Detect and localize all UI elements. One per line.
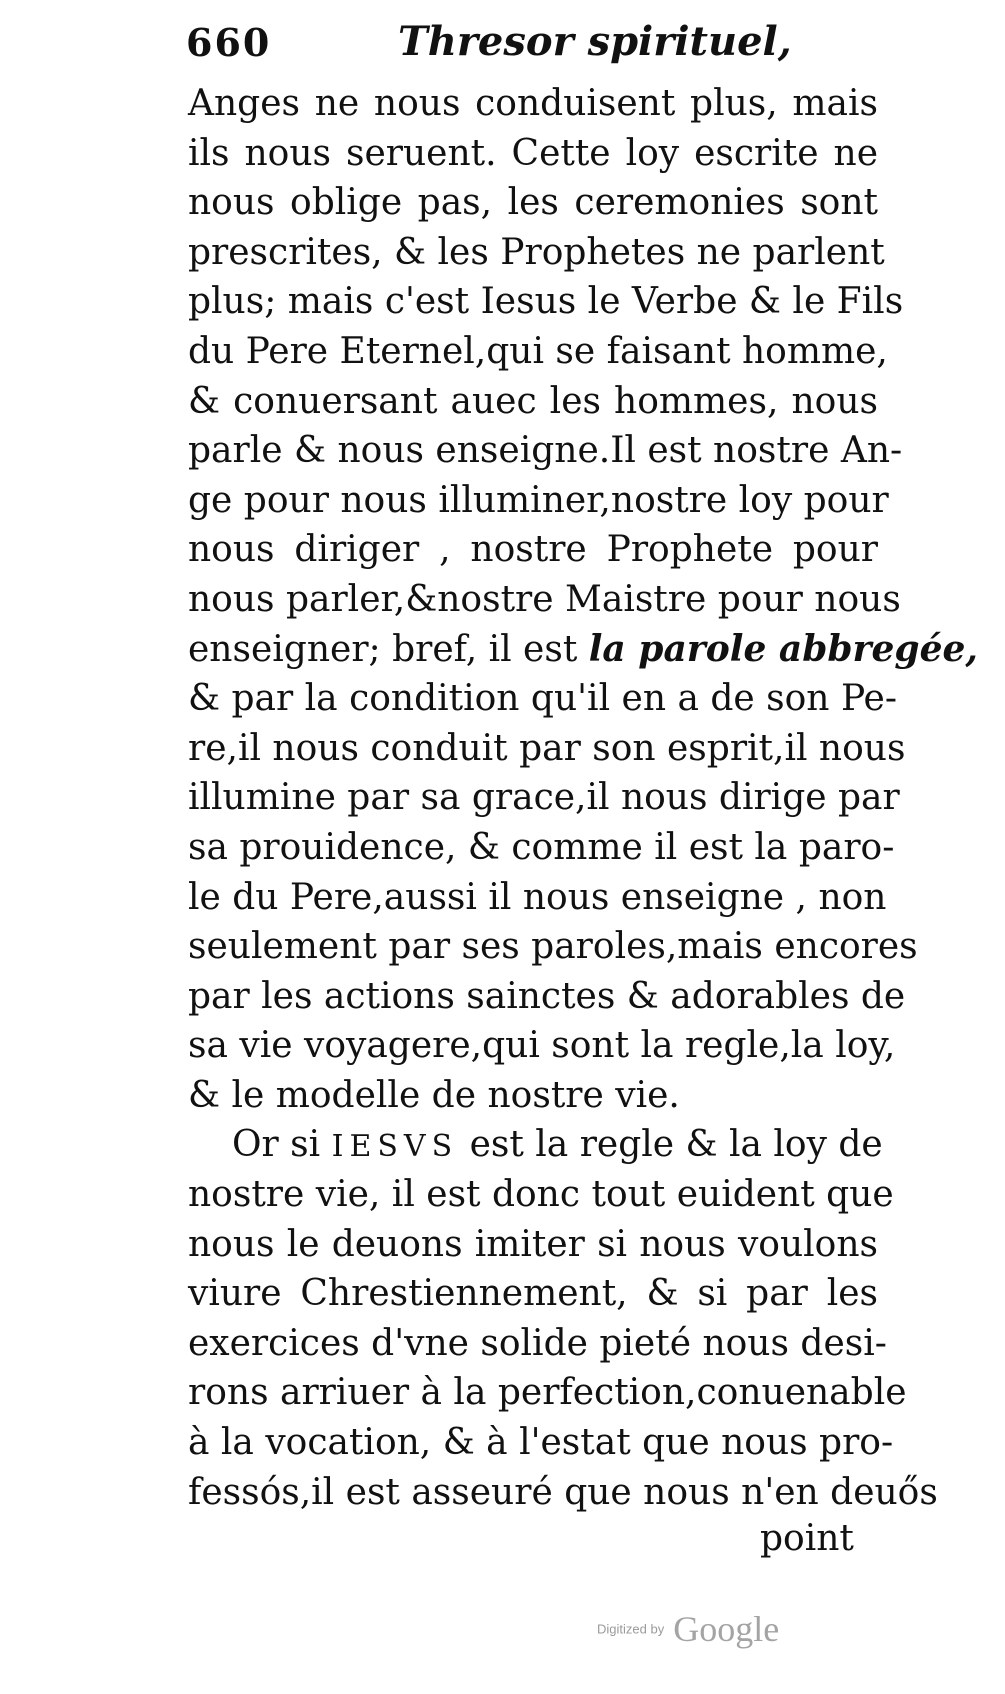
digitized-watermark — [597, 1608, 779, 1650]
text-line: & le modelle de nostre vie. — [188, 1074, 680, 1116]
body-text — [188, 79, 978, 1517]
text-line: viure Chrestiennement, & si par les — [188, 1273, 878, 1315]
text-line: sa prouidence, & comme il est la paro- — [188, 826, 895, 868]
text-line: nous le deuons imiter si nous voulons — [188, 1223, 878, 1265]
catchword: point — [760, 1518, 854, 1559]
page-header — [186, 18, 906, 76]
text-line: nous diriger , nostre Prophete pour — [188, 529, 878, 571]
text-segment: enseigner; bref, il est — [188, 628, 589, 670]
text-line: illumine par sa grace,il nous dirige par — [188, 777, 900, 819]
text-line: à la vocation, & à l'estat que nous pro- — [188, 1422, 894, 1464]
text-segment: est la regle & la loy de — [458, 1124, 883, 1166]
italic-phrase: la parole abbregée, — [588, 627, 978, 670]
text-line: re,il nous conduit par son esprit,il nous — [188, 727, 906, 769]
text-line: du Pere Eternel,qui se faisant homme, — [188, 330, 888, 372]
text-line: ils nous seruent. Cette loy escrite ne — [188, 132, 878, 174]
text-line: rons arriuer à la perfection,conuenable — [188, 1372, 907, 1414]
text-line: prescrites, & les Prophetes ne parlent — [188, 231, 885, 273]
watermark-brand: Google — [673, 1609, 780, 1649]
name-small-caps: IESVS — [331, 1129, 459, 1165]
text-line: nostre vie, il est donc tout euident que — [188, 1174, 894, 1216]
text-segment: Or si — [232, 1124, 332, 1166]
watermark-prefix: Digitized by — [597, 1621, 665, 1637]
page-number: 660 — [186, 20, 272, 65]
text-line: fessós,il est asseuré que nous n'en deuős — [188, 1471, 938, 1513]
text-line: ge pour nous illuminer,nostre loy pour — [188, 479, 889, 521]
text-line: par les actions sainctes & adorables de — [188, 975, 906, 1017]
text-line: sa vie voyagere,qui sont la regle,la loy, — [188, 1025, 896, 1067]
text-line: exercices d'vne solide pieté nous desi- — [188, 1322, 887, 1364]
text-line: & conuersant auec les hommes, nous — [188, 380, 878, 422]
paragraph-start-line — [188, 1120, 883, 1170]
text-line-with-italic — [188, 625, 978, 675]
text-line: nous parler,&nostre Maistre pour nous — [188, 578, 901, 620]
text-line: parle & nous enseigne.Il est nostre An- — [188, 430, 903, 472]
text-line: plus; mais c'est Iesus le Verbe & le Fils — [188, 281, 904, 323]
text-line: Anges ne nous conduisent plus, mais — [188, 83, 878, 124]
text-line: nous oblige pas, les ceremonies sont — [188, 182, 878, 224]
text-line: seulement par ses paroles,mais encores — [188, 926, 918, 968]
text-line: le du Pere,aussi il nous enseigne , non — [188, 876, 887, 918]
running-title: Thresor spirituel, — [398, 18, 792, 65]
text-line: & par la condition qu'il en a de son Pe- — [188, 678, 898, 720]
